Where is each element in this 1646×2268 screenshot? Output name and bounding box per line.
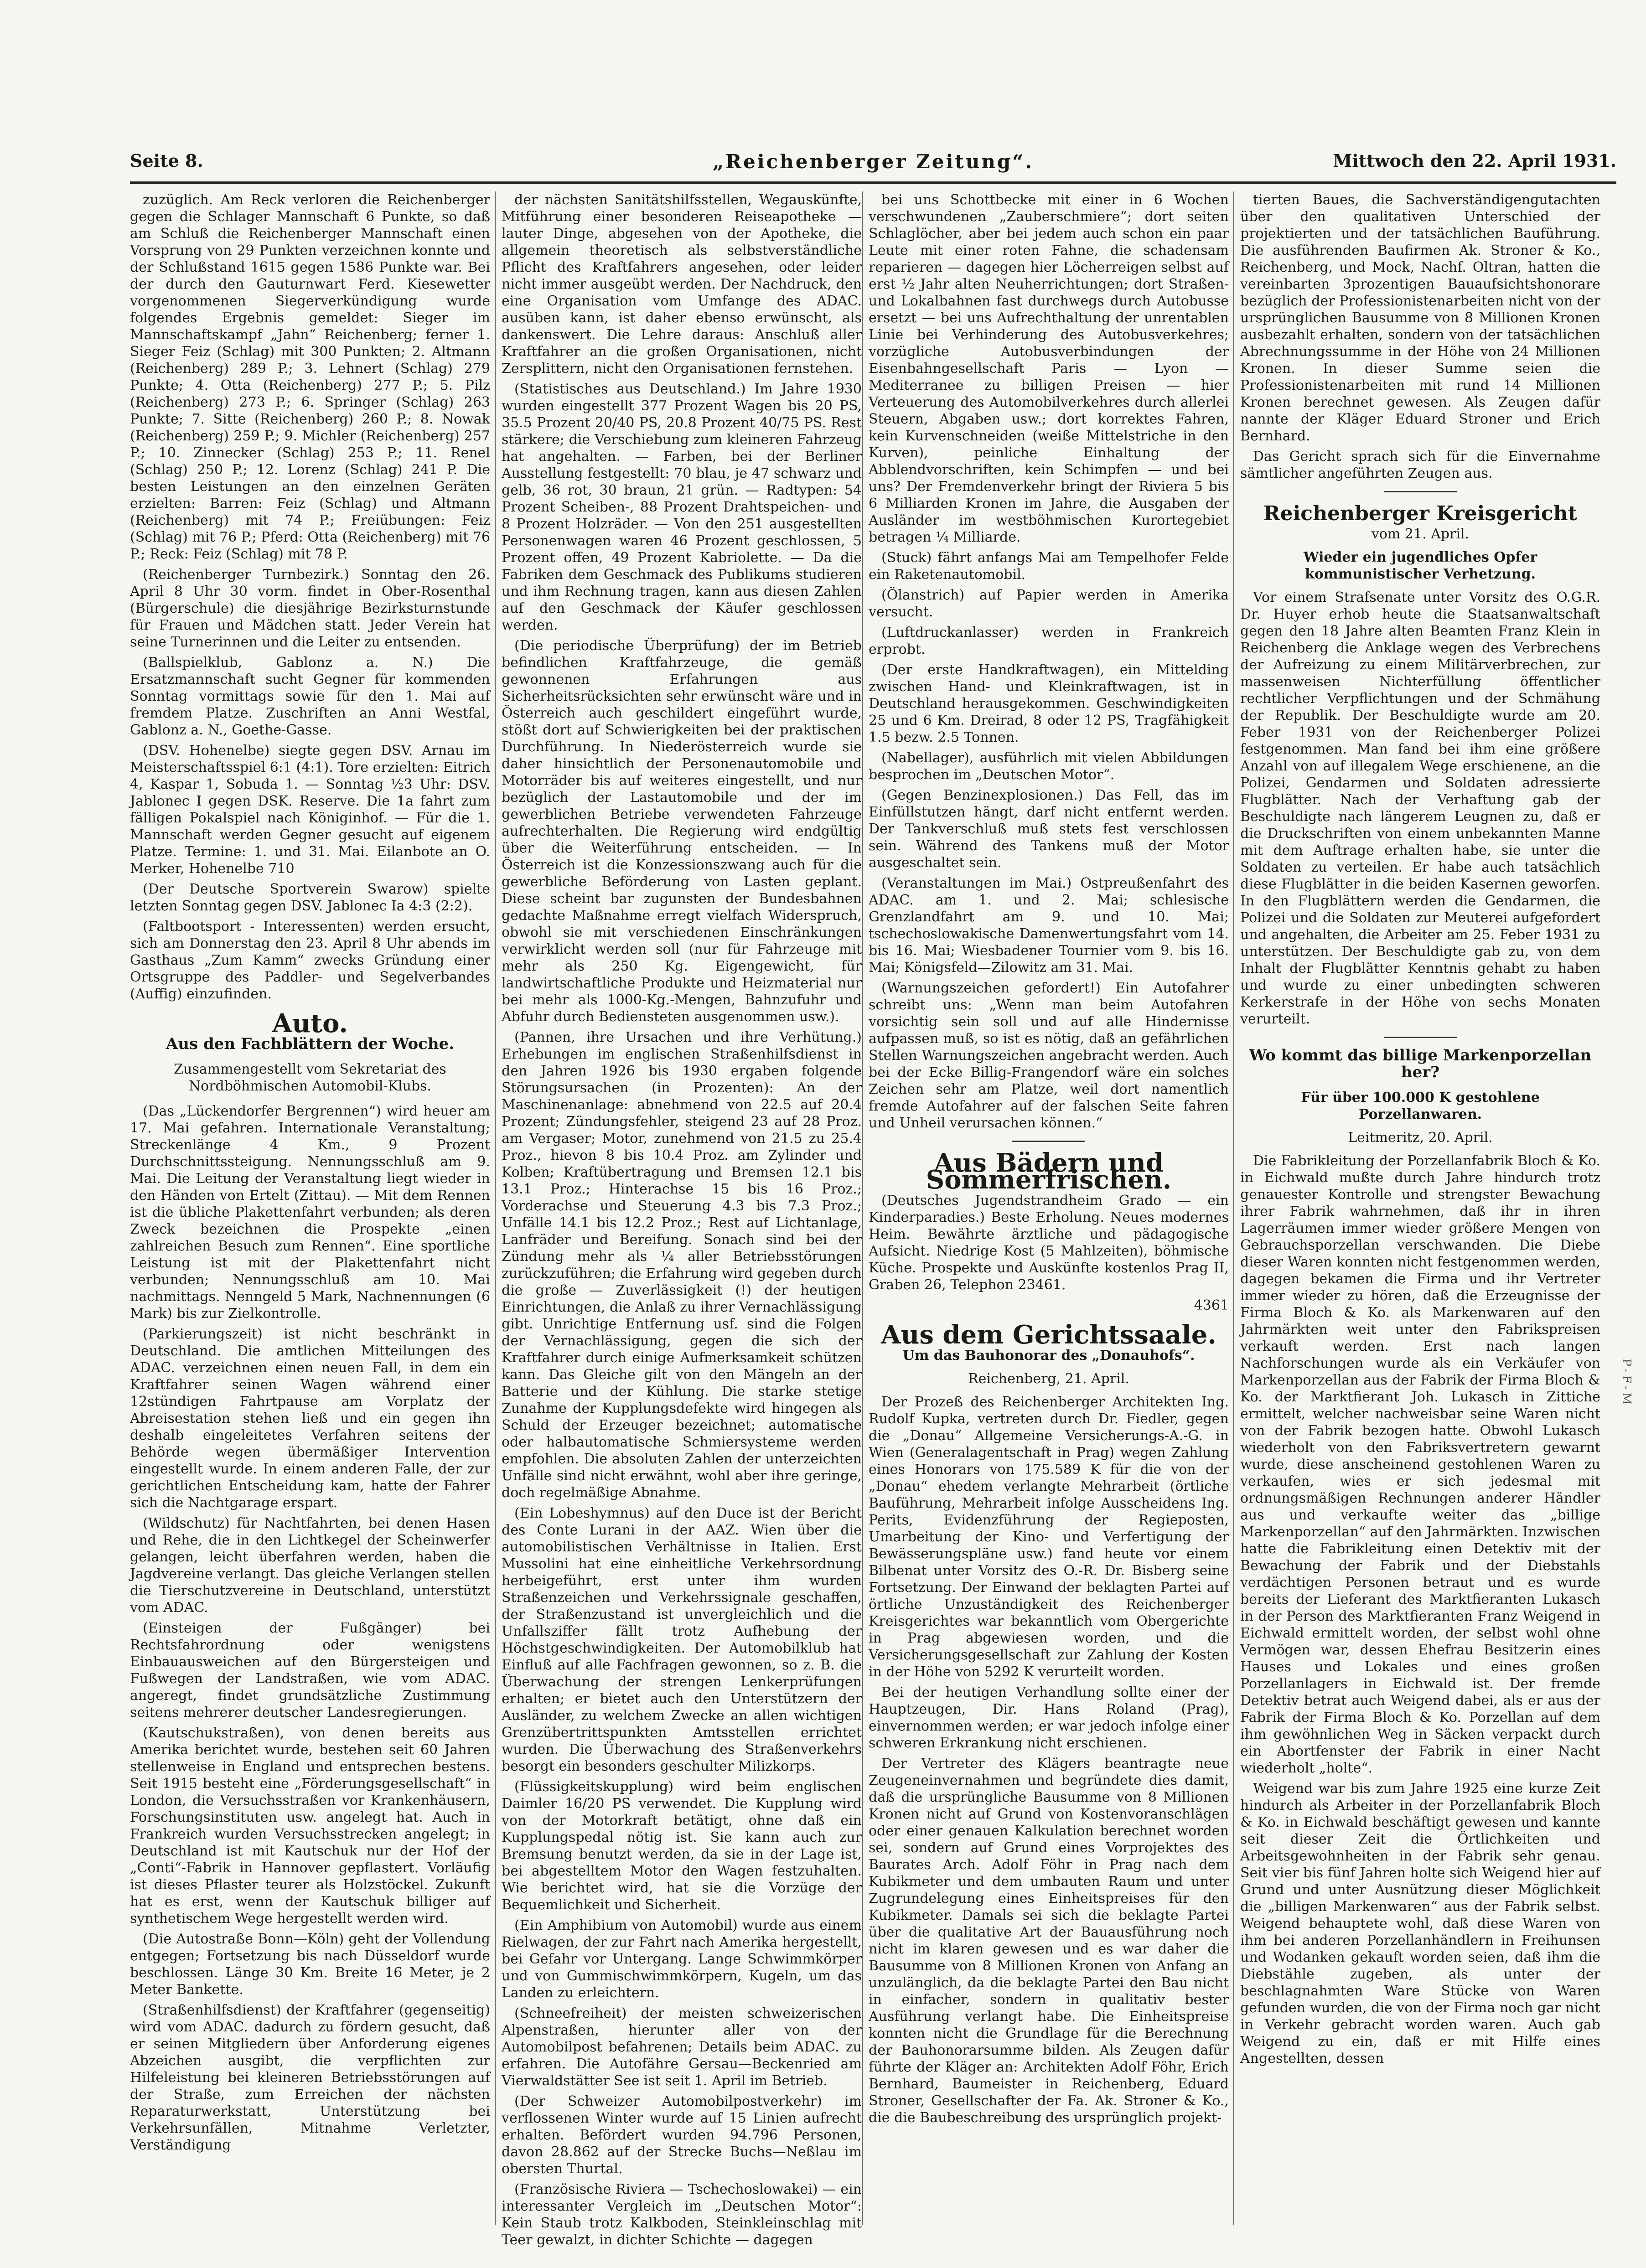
article-paragraph: (Kautschukstraßen), von denen bereits aus Amerika berichtet wurde, bestehen seit 60 Jahren stellenweise in England und entsprechen bestens. Seit 1915 besteht eine „Förderungsgesellschaft“ in London, die Versuchsstraßen vor Krankenhäusern, Forschungsinstituten usw. angelegt hat. Auch in Frankreich wurden Versuchsstrecken angelegt; in Deutschland ist mit Kautschuk nur der Hof der „Conti“-Fabrik in Hannover gepflastert. Vorläufig ist dieses Pflaster teurer als Holzstöckel. Zukunft hat es erst, wenn der Kautschuk billiger auf synthetischem Wege hergestellt werden wird. [130, 1725, 490, 1927]
article-paragraph: (Das „Lückendorfer Bergrennen“) wird heuer am 17. Mai gefahren. Internationale Veranstaltung; Streckenlänge 4 Km., 9 Prozent Durchschnittssteigung. Nennungsschluß am 9. Mai. Die Leitung der Veranstaltung liegt wieder in den Händen von Ertelt (Zittau). — Mit dem Rennen ist die übliche Plakettenfahrt verbunden; als deren Zweck bezeichnen die Prospekte „einen zahlreichen Besuch zum Rennen“. Eine sportliche Leistung ist mit der Plakettenfahrt nicht verbunden; Nennungsschluß am 10. Mai nachmittags. Nenngeld 5 Mark, Nachnennungen (6 Mark) bis zur Zielkontrolle. [130, 1103, 490, 1322]
article-paragraph: (Wildschutz) für Nachtfahrten, bei denen Hasen und Rehe, die in den Lichtkegel der Scheinwerfer gelangen, leicht überfahren werden, haben die Jagdvereine verlangt. Das gleiche Verlangen stellen die Tierschutzvereine in Deutschland, unterstützt vom ADAC. [130, 1515, 490, 1616]
section-heading-kreisgericht: Reichenberger Kreisgericht [1263, 502, 1577, 525]
article-paragraph: Das Gericht sprach sich für die Einvernahme sämtlicher angeführten Zeugen aus. [1240, 449, 1600, 481]
article-paragraph: (Der Deutsche Sportverein Swarow) spielte letzten Sonntag gegen DSV. Jablonec Ia 4:3 (2:2). [130, 881, 490, 914]
article-paragraph: (Die Autostraße Bonn—Köln) geht der Vollendung entgegen; Fortsetzung bis nach Düsseldorf wurde beschlossen. Länge 30 Km. Breite 16 Meter, je 2 Meter Bankette. [130, 1931, 490, 1998]
subheading-donauhof: Um das Bauhonorar des „Donauhofs“. [902, 1348, 1195, 1364]
article-paragraph: (Einsteigen der Fußgänger) bei Rechtsfahrordnung oder wenigstens Einbauausweichen auf den Bürgersteigen und Fußwegen der Landstraßen, wie vom ADAC. angeregt, findet grundsätzliche Zustimmung seitens mehrerer deutscher Landesregierungen. [130, 1620, 490, 1720]
article-paragraph: (Der erste Handkraftwagen), ein Mittelding zwischen Hand- und Kleinkraftwagen, ist in Deutschland herausgekommen. Geschwindigkeiten 25 und 6 Km. Dreirad, 8 oder 12 PS, Tragfähigkeit 1.5 bezw. 2.5 Tonnen. [869, 662, 1229, 745]
article-paragraph: (Reichenberger Turnbezirk.) Sonntag den 26. April 8 Uhr 30 vorm. findet in Ober-Rosenthal (Bürgerschule) die diesjährige Bezirksturnstunde für Frauen und Mädchen statt. Jeder Verein hat seine Turnerinnen und die Leiter zu entsenden. [130, 567, 490, 650]
article-paragraph: (Ein Amphibium von Automobil) wurde aus einem Rielwagen, der zur Fahrt nach Amerika hergestellt, bei Gefahr vor Untergang. Lange Schwimmkörper und von Gummischwimmkörpern, Kugeln, um das Landen zu erleichtern. [502, 1917, 862, 2001]
article-paragraph: Der Prozeß des Reichenberger Architekten Ing. Rudolf Kupka, vertreten durch Dr. Fiedler, gegen die „Donau“ Allgemeine Versicherungs-A.-G. in Wien (Generalagentschaft in Prag) wegen Zahlung eines Honorars von 175.589 K für die von der „Donau“ ehedem verlangte Mehrarbeit (örtliche Bauführung, Mehrarbeit infolge Ausscheidens Ing. Perits, Evidenzführung der Regieposten, Umarbeitung der Kino- und Verfertigung der Bewässerungspläne usw.) fand heute vor einem Bilbenat unter Vorsitz des O.-R. Dr. Bisberg seine Fortsetzung. Der Einwand der beklagten Partei auf örtliche Unzuständigkeit des Reichenberger Kreisgerichtes war bekanntlich vom Obergerichte in Prag abgewiesen worden, und die Versicherungsgesellschaft zur Zahlung der Kosten in der Höhe von 5292 K verurteilt worden. [869, 1394, 1229, 1680]
page-number: Seite 8. [130, 150, 203, 171]
article-paragraph: (Flüssigkeitskupplung) wird beim englischen Daimler 16/20 PS verwendet. Die Kupplung wird von der Motorkraft betätigt, ohne daß ein Kupplungspedal nötig ist. Sie kann auch zur Bremsung benutzt werden, da sie in der Lage ist, bei abgestelltem Motor den Wagen festzuhalten. Wie berichtet wird, hat sie die Vorzüge der Bequemlichkeit und Sicherheit. [502, 1779, 862, 1913]
article-paragraph: (Die periodische Überprüfung) der im Betrieb befindlichen Kraftfahrzeuge, die gemäß gewonnenen Erfahrungen aus Sicherheitsrücksichten sehr erwünscht wäre und in Österreich auch geschildert eingeführt wurde, stößt dort auf Schwierigkeiten bei der praktischen Durchführung. In Niederösterreich wurde sie daher hinsichtlich der Personenautomobile und Motorräder bis auf weiteres eingestellt, und nur bezüglich der Lastautomobile und der im gewerblichen Betriebe verwendeten Fahrzeuge aufrechterhalten. Die Regierung wird endgültig über die Weiterführung entscheiden. — In Österreich ist die Konzessionszwang auch für die gewerbliche Beförderung von Lasten geplant. Diese scheint bar zugunsten der Bundesbahnen gedachte Maßnahme erregt vielfach Widerspruch, obwohl sie mit verschiedenen Einschränkungen verwirklicht werden soll (nur für Fahrzeuge mit mehr als 250 Kg. Eigengewicht, für landwirtschaftliche Produkte und Heizmaterial nur bei mehr als 1000-Kg.-Mengen, Bahnzufuhr und Abfuhr durch Bediensteten ausgenommen usw.). [502, 638, 862, 1025]
column-divider [1233, 191, 1234, 2225]
section-rule [1384, 491, 1457, 492]
section-heading-gericht: Aus dem Gerichtssaale. [881, 1320, 1216, 1350]
article-paragraph: (Parkierungszeit) ist nicht beschränkt in Deutschland. Die amtlichen Mitteilungen des ADAC. verzeichnen einen neuen Fall, in dem ein Kraftfahrer seinen Wagen während einer 12stündigen Fahrtpause am Vorplatz der Abreisestation stehen ließ und ein gegen ihn deshalb eingeleitetes Verfahren seitens der Behörde wegen übermäßiger Intervention eingestellt wurde. In einem anderen Falle, der zur gerichtlichen Entscheidung kam, hatte der Fahrer sich die Nachtgarage erspart. [130, 1326, 490, 1511]
article-paragraph: (Ölanstrich) auf Papier werden in Amerika versucht. [869, 587, 1229, 620]
article-paragraph: Die Fabrikleitung der Porzellanfabrik Bloch & Ko. in Eichwald mußte durch Jahre hindurch trotz genauester Kontrolle und strengster Bewachung ihrer Fabrik wahrnehmen, daß ihr in ihren Lagerräumen immer wieder größere Mengen von Gebrauchsporzellan verschwanden. Die Diebe dieser Waren konnten nicht festgenommen werden, dagegen bekamen die Firma und ihr Vertreter immer wieder zu hören, daß die Erzeugnisse der Firma Bloch & Ko. als Markenwaren auf den Jahrmärkten weit unter den Fabrikspreisen verkauft werden. Erst nach langen Nachforschungen wurde als ein Verkäufer von Markenporzellan aus der Fabrik der Firma Bloch & Ko. der Marktfierant Joh. Lukasch in Zittiche ermittelt, welcher nachweisbar seine Waren nicht von der Fabrik bezogen hatte. Obwohl Lukasch wiederholt von den Fabriksvertretern gewarnt wurde, diese anscheinend gestohlenen Waren zu verkaufen, wies er sich jedesmal mit ordnungsmäßigen Rechnungen anderer Händler aus und verkaufte weiter das „billige Markenporzellan“ auf den Jahrmärkten. Inzwischen hatte die Fabrikleitung einen Detektiv mit der Bewachung der Fabrik und der Diebstahls verdächtigen Personen betraut und es wurde bereits der Lieferant des Marktfieranten Lukasch in der Person des Marktfieranten Franz Weigend in Eichwald ermittelt worden, der selbst wohl ohne Vermögen war, dessen Ehefrau Besitzerin eines Hauses und Lokales und eines großen Porzellanlagers in Eichwald ist. Der fremde Detektiv betrat auch Weigend dabei, als er aus der Fabrik der Firma Bloch & Ko. Porzellan auf dem ihm gewöhnlichen Weg in Säcken verpackt durch ein Abortfenster der Fabrik in einer Nacht wiederholt „holte“. [1240, 1153, 1600, 1776]
article-paragraph: (Französische Riviera — Tschechoslowakei) — ein interessanter Vergleich im „Deutschen Motor“: Kein Staub trotz Kalkboden, Steinkleinschlag mit Teer gewalzt, in dichter Schichte — dagegen [502, 2181, 862, 2248]
column-4 [1240, 191, 1600, 2225]
dateline: Leitmeritz, 20. April. [1348, 1130, 1493, 1146]
page-header [130, 150, 1616, 178]
article-paragraph: der nächsten Sanitätshilfsstellen, Wegauskünfte, Mitführung einer besonderen Reiseapotheke — lauter Dinge, abgesehen von der Apotheke, die allgemein theoretisch als selbstverständliche Pflicht des Kraftfahrers angesehen, oder leider nicht immer ausgeübt werden. Der Nachdruck, den eine Organisation vom Umfange des ADAC. ausüben kann, ist daher ebenso erwünscht, als dankenswert. Die Lehre daraus: Anschluß aller Kraftfahrer an die großen Organisationen, nicht Zersplittern, nicht den Organisationen fernstehen. [502, 192, 862, 377]
article-paragraph: (Pannen, ihre Ursachen und ihre Verhütung.) Erhebungen im englischen Straßenhilfsdienst in den Jahren 1926 bis 1930 ergaben folgende Störungsursachen (in Prozenten): An der Maschinenanlage: abnehmend von 22.5 auf 20.4 Prozent; Zündungsfehler, steigend 23 auf 28 Proz. am Vergaser; Motor, zunehmend von 21.5 zu 25.4 Proz., hievon 8 bis 10.4 Proz. am Zylinder und Kolben; Kraftübertragung und Bremsen 12.1 bis 13.1 Proz.; Hinterachse 15 bis 16 Proz.; Vorderachse und Steuerung 4.3 bis 7.3 Proz.; Unfälle 14.1 bis 12.2 Proz.; Rest auf Lichtanlage, Lanfräder und Bereifung. Sonach sind bei der Zündung mehr als ¼ aller Betriebsstörungen zurückzuführen; die Erfahrung wird gegeben durch die große — Zuverlässigkeit (!) der heutigen Einrichtungen, die Anlaß zu ihrer Vernachlässigung gibt. Unrichtige Entfernung usf. sind die Folgen der Vernachlässigung, gegen die sich der Kraftfahrer durch einige Aufmerksamkeit schützen kann. Das Gleiche gilt von den Mängeln an der Batterie und der Kühlung. Die starke stetige Zunahme der Kupplungsdefekte wird hingegen als Schuld der Erzeuger bezeichnet; automatische oder halbautomatische Schmiersysteme werden empfohlen. Die absoluten Zahlen der unterzeichten Unfälle sind nicht erwähnt, wohl aber ihre geringe, doch regelmäßige Abnahme. [502, 1029, 862, 1501]
article-paragraph: (Nabellager), ausführlich mit vielen Abbildungen besprochen im „Deutschen Motor“. [869, 750, 1229, 783]
section-heading-baeder: Aus Bädern und Sommerfrischen. [926, 1148, 1172, 1195]
issue-date: Mittwoch den 22. April 1931. [1333, 150, 1616, 171]
article-paragraph: (Ballspielklub, Gablonz a. N.) Die Ersatzmannschaft sucht Gegner für kommenden Sonntag vormittags sowie für den 1. Mai auf fremdem Platze. Zuschriften an Anni Westfal, Gablonz a. N., Goethe-Gasse. [130, 655, 490, 738]
article-paragraph: (Straßenhilfsdienst) der Kraftfahrer (gegenseitig) wird vom ADAC. dadurch zu fördern gesucht, daß er seinen Mitgliedern über Anforderung eigenes Abzeichen ausgibt, die verpflichten zur Hilfeleistung bei kleineren Betriebsstörungen auf der Straße, zum Erreichen der nächsten Reparaturwerkstatt, Unterstützung bei Verkehrsunfällen, Mitnahme Verletzter, Verständigung [130, 2002, 490, 2153]
article-paragraph: (Der Schweizer Automobilpostverkehr) im verflossenen Winter wurde auf 15 Linien aufrecht erhalten. Befördert wurden 94.796 Personen, davon 28.862 auf der Strecke Buchs—Neßlau im obersten Thurtal. [502, 2093, 862, 2177]
column-divider [495, 191, 496, 2225]
margin-imprint: P-F-M [1620, 1359, 1633, 1408]
article-paragraph: bei uns Schottbecke mit einer in 6 Wochen verschwundenen „Zauberschmiere“; dort seiten Schlaglöcher, aber bei jedem auch schon ein paar Leute mit einer roten Fahne, die schadensam reparieren — dagegen hier Löcherreigen selbst auf erst ½ Jahr alten Neuherrichtungen; dort Straßen- und Lokalbahnen fast durchwegs durch Autobusse ersetzt — bei uns Aufrechthaltung der unrentablen Linie bei Verhinderung des Autobusverkehres; vorzügliche Autobusverbindungen der Eisenbahngesellschaft Paris — Lyon — Mediterranee zu billigen Preisen — hier Verteuerung des Automobilverkehres durch allerlei Steuern, Abgaben usw.; dort korrektes Fahren, kein Kurvenschneiden (weiße Mittelstriche in den Kurven), peinliche Einhaltung der Abblendvorschriften, kein Schimpfen — und bei uns? Der Fremdenverkehr bringt der Riviera 5 bis 6 Milliarden Kronen im Jahre, die Ausgaben der Ausländer im westböhmischen Kurortegebiet betragen ¼ Milliarde. [869, 192, 1229, 545]
subheading-note: Zusammengestellt vom Sekretariat des Nordböhmischen Automobil-Klubs. [174, 1061, 446, 1094]
section-rule [1384, 1037, 1457, 1038]
section-heading-porzellan: Wo kommt das billige Markenporzellan her? [1249, 1046, 1592, 1081]
article-paragraph: (Stuck) fährt anfangs Mai am Tempelhofer Felde ein Raketenautomobil. [869, 550, 1229, 583]
column-1 [130, 191, 490, 2225]
article-paragraph: Bei der heutigen Verhandlung sollte einer der Hauptzeugen, Dir. Hans Roland (Prag), einvernommen werden; er war jedoch infolge einer schweren Erkrankung nicht erschienen. [869, 1684, 1229, 1751]
article-paragraph: (DSV. Hohenelbe) siegte gegen DSV. Arnau im Meisterschaftsspiel 6:1 (4:1). Tore erzielten: Eitrich 4, Kaspar 1, Sobuda 1. — Sonntag ½3 Uhr: DSV. Jablonec I gegen DSK. Reserve. Die 1a fahrt zum fälligen Pokalspiel nach Königinhof. — Für die 1. Mannschaft werden Gegner gesucht auf eigenem Platze. Termine: 1. und 31. Mai. Eilanbote an O. Merker, Hohenelbe 710 [130, 743, 490, 877]
article-paragraph: (Schneefreiheit) der meisten schweizerischen Alpenstraßen, hierunter aller von der Automobilpost befahrenen; Details beim ADAC. zu erfahren. Die Autofähre Gersau—Beckenried am Vierwaldstätter See ist seit 1. April im Betrieb. [502, 2005, 862, 2089]
subheading-fachblaetter: Aus den Fachblättern der Woche. [166, 1035, 455, 1053]
dateline: vom 21. April. [1371, 526, 1470, 542]
column-2 [502, 191, 862, 2248]
subheading-porzellanwaren: Für über 100.000 K gestohlene Porzellanwaren. [1301, 1090, 1540, 1122]
article-paragraph: (Statistisches aus Deutschland.) Im Jahre 1930 wurden eingestellt 377 Prozent Wagen bis 20 PS, 35.5 Prozent 20/40 PS, 20.8 Prozent 40/75 PS. Rest stärkere; die Verschiebung zum kleineren Fahrzeug hat angehalten. — Farben, bei der Berliner Ausstellung festgestellt: 70 blau, je 47 schwarz und gelb, 36 rot, 30 braun, 21 grün. — Radtypen: 54 Prozent Scheiben-, 88 Prozent Drahtspeichen- und 8 Prozent Holzräder. — Von den 251 ausgestellten Personenwagen waren 46 Prozent geschlossen, 5 Prozent offen, 49 Prozent Kabriolette. — Da die Fabriken dem Geschmack des Publikums studieren und ihm Rechnung tragen, kann aus diesen Zahlen auf den Geschmack der Käufer geschlossen werden. [502, 381, 862, 633]
article-paragraph: Weigend war bis zum Jahre 1925 eine kurze Zeit hindurch als Arbeiter in der Porzellanfabrik Bloch & Ko. in Eichwald beschäftigt gewesen und kannte seit dieser Zeit die Örtlichkeiten und Arbeitsgewohnheiten in der Fabrik sehr genau. Seit vier bis fünf Jahren holte sich Weigend hier auf Grund und unter Ausnützung dieser Möglichkeit die „billigen Markenwaren“ aus der Fabrik selbst. Weigend behauptete wohl, daß diese Waren von ihm bei anderen Porzellanhändlern in Freihunsen und Wodanken gekauft worden seien, daß ihm die Diebstähle zugeben, als unter der beschlagnahmten Ware Stücke von Waren gefunden wurden, die von der Firma noch gar nicht in Verkehr gebracht worden waren. Auch gab Weigend zu ein, daß er mit Hilfe eines Angestellten, dessen [1240, 1781, 1600, 2067]
article-paragraph: Vor einem Strafsenate unter Vorsitz des O.G.R. Dr. Huyer erhob heute die Staatsanwaltschaft gegen den 18 Jahre alten Beamten Franz Klein in Reichenberg die Anklage wegen des Verbrechens der Aufreizung zu einem Militärverbrechen, zur massenweisen Nichterfüllung öffentlicher rechtlicher Verpflichtungen und der Schmähung der Republik. Der Beschuldigte wurde am 20. Feber 1931 von der Reichenberger Polizei festgenommen. Man fand bei ihm eine größere Anzahl von auf illegalem Wege erschienene, an die Polizei, Gendarmen und Soldaten adressierte Flugblätter. Nach der Verhaftung gab der Beschuldigte nach längerem Leugnen zu, daß er die Druckschriften von einem unbekannten Manne mit dem Auftrage erhalten habe, sie unter die Soldaten zu verteilen. Er habe auch tatsächlich diese Flugblätter in die beiden Kasernen geworfen. In den Flugblättern werden die Gendarmen, die Polizei und die Soldaten zur Meuterei aufgefordert und angehalten, die Arbeiter am 25. Feber 1931 zu unterstützen. Der Beschuldigte gab zu, von dem Inhalt der Flugblätter Kenntnis gehabt zu haben und wurde zu einer unbedingten schweren Kerkerstrafe in der Höhe von sechs Monaten verurteilt. [1240, 589, 1600, 1027]
subheading-verhetzung: Wieder ein jugendliches Opfer kommunistischer Verhetzung. [1303, 549, 1537, 582]
section-rule [1012, 1141, 1085, 1142]
newspaper-title: „Reichenberger Zeitung“. [712, 150, 1034, 173]
article-paragraph: (Deutsches Jugendstrandheim Grado — ein Kinderparadies.) Beste Erholung. Neues modernes Heim. Bewährte ärztliche und pädagogische Aufsicht. Niedrige Kost (5 Mahlzeiten), böhmische Küche. Prospekte und Auskünfte kostenlos Prag II, Graben 26, Telephon 23461. [869, 1193, 1229, 1293]
header-rule [130, 181, 1616, 184]
column-3 [869, 191, 1229, 2225]
ad-number: 4361 [1194, 1297, 1229, 1313]
article-paragraph: (Ein Lobeshymnus) auf den Duce ist der Bericht des Conte Lurani in der AAZ. Wien über die automobilistischen Verhältnisse in Italien. Erst Mussolini hat eine einheitliche Verkehrsordnung herbeigeführt, erst unter ihm wurden Straßenzeichen und Verkehrssignale geschaffen, der Straßenzustand ist unvergleichlich und die Unfallsziffer fällt trotz Aufhebung der Höchstgeschwindigkeiten. Der Automobilklub hat Einfluß auf alle Fachfragen gewonnen, so z. B. die Überwachung der strengen Lenkerprüfungen erhalten; er bietet auch den Unterstützern der Ausländer, zu welchem Zwecke an allen wichtigen Grenzübertrittspunkten Amtsstellen errichtet wurden. Die Überwachung des Straßenverkehrs besorgt ein besonders geschulter Milizkorps. [502, 1505, 862, 1774]
column-divider [862, 191, 863, 2225]
dateline: Reichenberg, 21. April. [968, 1371, 1129, 1387]
section-heading-auto: Auto. [272, 1008, 348, 1038]
article-paragraph: tierten Baues, die Sachverständigengutachten über den qualitativen Unterschied der projektierten und der tatsächlichen Bauführung. Die ausführenden Baufirmen Ak. Stroner & Ko., Reichenberg, und Mock, Nachf. Oltran, hatten die vereinbarten 3prozentigen Bauaufsichtshonorare bezüglich der Professionistenarbeiten nicht von der ursprünglichen Bausumme von 8 Millionen Kronen ausbezahlt erhalten, sondern von der tatsächlichen Abrechnungssumme in der Höhe von 24 Millionen Kronen. In dieser Summe seien die Professionistenarbeiten mit rund 14 Millionen Kronen berechnet gewesen. Als Zeugen dafür nannte der Kläger Eduard Stroner und Erich Bernhard. [1240, 192, 1600, 444]
article-paragraph: (Luftdruckanlasser) werden in Frankreich erprobt. [869, 625, 1229, 657]
article-paragraph: (Faltbootsport - Interessenten) werden ersucht, sich am Donnerstag den 23. April 8 Uhr abends im Gasthaus „Zum Kamm“ zwecks Gründung einer Ortsgruppe des Paddler- und Segelverbandes (Auffig) einzufinden. [130, 919, 490, 1002]
article-paragraph: Der Vertreter des Klägers beantragte neue Zeugeneinvernahmen und begründete dies damit, daß die ursprüngliche Bausumme von 8 Millionen Kronen nicht auf Grund von Kostenvoranschlägen oder einer genauen Kalkulation berechnet worden sei, sondern auf Grund eines Vorprojektes des Baurates Arch. Adolf Föhr in Prag nach dem Kubikmeter und dem umbauten Raum und unter Zugrundelegung eines Einheitspreises für den Kubikmeter. Damals sei sich die beklagte Partei über die qualitative Art der Bauausführung noch nicht im klaren gewesen und es war daher die Bausumme von 8 Millionen Kronen von Anfang an unzulänglich, da die beklagte Partei den Bau nicht in einfacher, sondern in qualitativ bester Ausführung verlangt habe. Die Einheitspreise konnten nicht die Grundlage für die Berechnung der Bauhonorarsumme bilden. Als Zeugen dafür führte der Kläger an: Architekten Adolf Föhr, Erich Bernhard, Baumeister in Reichenberg, Eduard Stroner, Gesellschafter der Fa. Ak. Stroner & Ko., die die Baubeschreibung des ursprünglich projekt- [869, 1756, 1229, 2126]
article-paragraph: zuzüglich. Am Reck verloren die Reichenberger gegen die Schlager Mannschaft 6 Punkte, so daß am Schluß die Reichenberger Mannschaft einen Vorsprung von 29 Punkten verzeichnen konnte und der Schlußstand 1615 gegen 1586 Punkte war. Bei der durch den Gauturnwart Ferd. Kiesewetter vorgenommenen Siegerverkündigung wurde folgendes Ergebnis gemeldet: Sieger im Mannschaftskampf „Jahn“ Reichenberg; ferner 1. Sieger Feiz (Schlag) mit 300 Punkten; 2. Altmann (Reichenberg) 289 P.; 3. Lehnert (Schlag) 279 Punkte; 4. Otta (Reichenberg) 277 P.; 5. Pilz (Reichenberg) 273 P.; 6. Springer (Schlag) 263 Punkte; 7. Sitte (Reichenberg) 260 P.; 8. Nowak (Reichenberg) 259 P.; 9. Michler (Reichenberg) 257 P.; 10. Zinnecker (Schlag) 253 P.; 11. Renel (Schlag) 250 P.; 12. Lorenz (Schlag) 241 P. Die besten Leistungen an den einzelnen Geräten erzielten: Barren: Feiz (Schlag) und Altmann (Reichenberg) mit 74 P.; Freiübungen: Feiz (Schlag) mit 76 P.; Pferd: Otta (Reichenberg) mit 76 P.; Reck: Feiz (Schlag) mit 78 P. [130, 192, 490, 562]
article-paragraph: (Veranstaltungen im Mai.) Ostpreußenfahrt des ADAC. am 1. und 2. Mai; schlesische Grenzlandfahrt am 9. und 10. Mai; tschechoslowakische Damenwertungsfahrt vom 14. bis 16. Mai; Wiesbadener Tournier vom 9. bis 16. Mai; Königsfeld—Zilowitz am 31. Mai. [869, 875, 1229, 976]
article-paragraph: (Gegen Benzinexplosionen.) Das Fell, das im Einfüllstutzen hängt, darf nicht entfernt werden. Der Tankverschluß muß stets fest verschlossen sein. Während des Tankens muß der Motor ausgeschaltet sein. [869, 787, 1229, 871]
article-paragraph: (Warnungszeichen gefordert!) Ein Autofahrer schreibt uns: „Wenn man beim Autofahren vorsichtig sein soll und auf alle Hindernisse aufpassen muß, so ist es nötig, daß an gefährlichen Stellen Warnungszeichen angebracht werden. Auch bei der Ecke Billig-Frangendorf wäre ein solches Zeichen sehr am Platze, weil dort namentlich fremde Autofahrer auf der falschen Seite fahren und Unheil verursachen können.“ [869, 980, 1229, 1131]
